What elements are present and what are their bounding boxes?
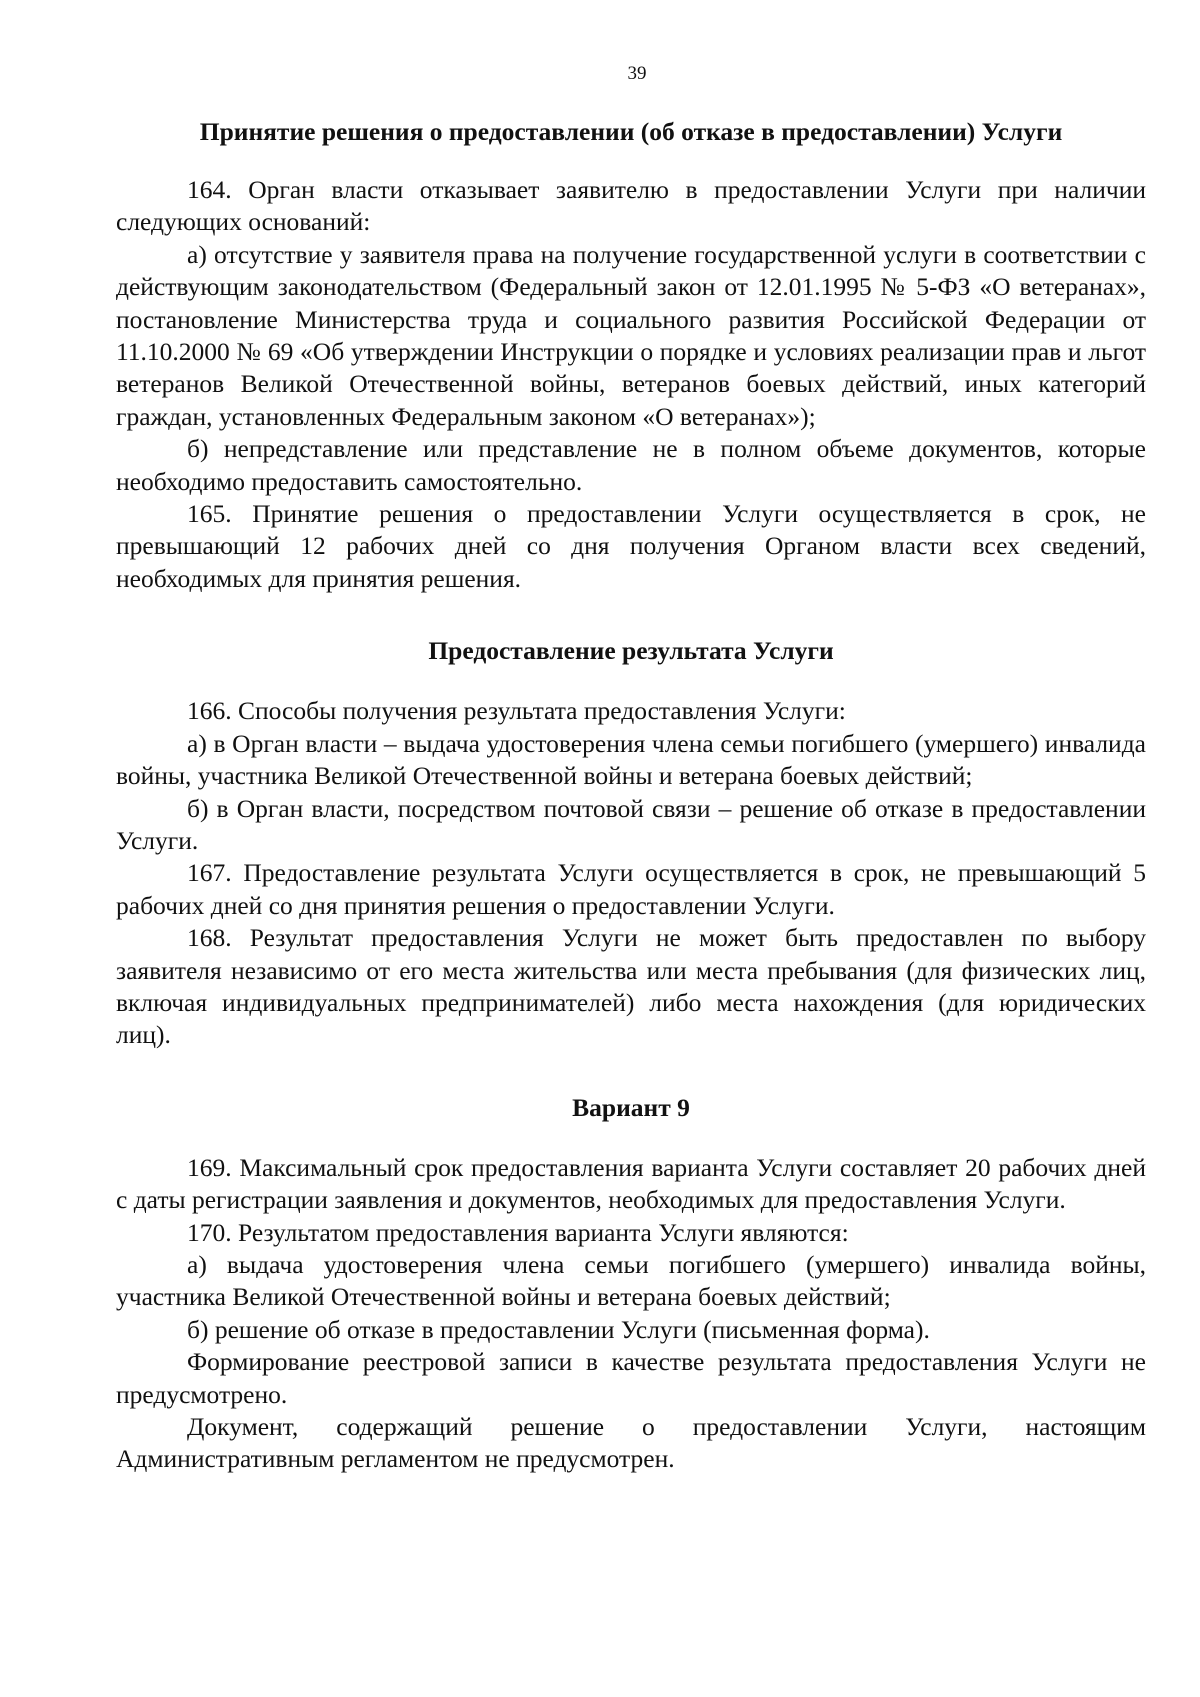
paragraph-registry-record: Формирование реестровой записи в качестве результата предоставления Услуги не предусмотрено. (116, 1347, 1146, 1409)
paragraph-170-b: б) решение об отказе в предоставлении Услуги (письменная форма). (187, 1314, 930, 1344)
paragraph-166: 166. Способы получения результата предоставления Услуги: (187, 696, 846, 726)
paragraph-170: 170. Результатом предоставления варианта Услуги являются: (187, 1217, 849, 1247)
paragraph-decision-document: Документ, содержащий решение о предоставлении Услуги, настоящим Административным регламентом не предусмотрен. (116, 1412, 1146, 1474)
page-number: 39 (627, 63, 647, 84)
paragraph-166-b: б) в Орган власти, посредством почтовой связи – решение об отказе в предоставлении Услуги. (116, 793, 1146, 855)
section-heading-variant-9: Вариант 9 (572, 1092, 690, 1122)
paragraph-165: 165. Принятие решения о предоставлении Услуги осуществляется в срок, не превышающий 12 рабочих дней со дня получения Органом власти всех сведений, необходимых для принятия решения. (116, 499, 1146, 593)
paragraph-167: 167. Предоставление результата Услуги осуществляется в срок, не превышающий 5 рабочих дней со дня принятия решения о предоставлении Услуги. (116, 858, 1146, 920)
section-heading-decision: Принятие решения о предоставлении (об отказе в предоставлении) Услуги (199, 117, 1063, 146)
paragraph-166-a: а) в Орган власти – выдача удостоверения члена семьи погибшего (умершего) инвалида войны, участника Великой Отечественной войны и ветерана боевых действий; (116, 728, 1146, 791)
paragraph-169: 169. Максимальный срок предоставления варианта Услуги составляет 20 рабочих дней с даты регистрации заявления и документов, необходимых для предоставления Услуги. (116, 1152, 1146, 1215)
document-page (116, 62, 1146, 1476)
paragraph-170-a: а) выдача удостоверения члена семьи погибшего (умершего) инвалида войны, участника Великой Отечественной войны и ветерана боевых действий; (116, 1249, 1146, 1312)
paragraph-168: 168. Результат предоставления Услуги не может быть предоставлен по выбору заявителя независимо от его места жительства или места пребывания (для физических лиц, включая индивидуальных предпринимателей) либо места нахождения (для юридических лиц). (116, 923, 1146, 1050)
paragraph-164-b: б) непредставление или представление не в полном объеме документов, которые необходимо предоставить самостоятельно. (116, 434, 1146, 496)
paragraph-164-a: а) отсутствие у заявителя права на получение государственной услуги в соответствии с действующим законодательством (Федеральный закон от 12.01.1995 № 5-ФЗ «О ветеранах», постановление Министерства труда и социального развития Российской Федерации от 11.10.2000 № 69 «Об утверждении Инструкции о порядке и условиях реализации прав и льгот ветеранов Великой Отечественной войны, ветеранов боевых действий, иных категорий граждан, установленных Федеральным законом «О ветеранах»); (116, 239, 1146, 431)
paragraph-164: 164. Орган власти отказывает заявителю в предоставлении Услуги при наличии следующих оснований: (116, 175, 1146, 237)
section-heading-result: Предоставление результата Услуги (428, 636, 834, 666)
